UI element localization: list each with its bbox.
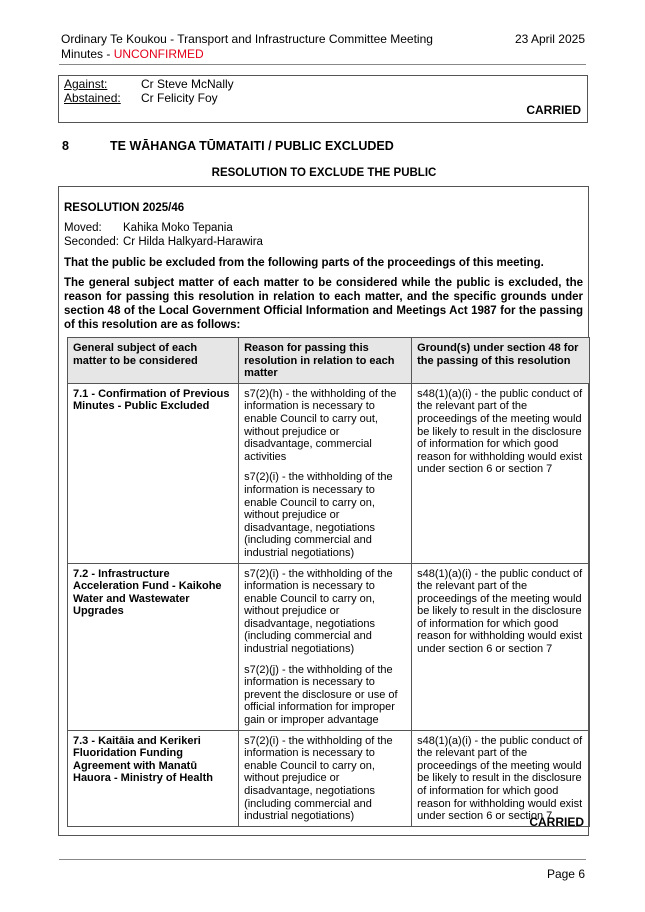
unconfirmed-status: UNCONFIRMED [113, 47, 204, 61]
row-grounds: s48(1)(a)(i) - the public conduct of the relevant part of the proceedings of the meeting would be likely to result in the disclosure of information for which good reason for withholding would exist under section 6 or section 7 [412, 383, 590, 563]
against-label: Against: [64, 77, 108, 91]
against-value: Cr Steve McNally [141, 77, 234, 91]
header-divider [59, 64, 586, 65]
resolution-paragraph-2: The general subject matter of each matter to be considered while the public is excluded, the reason for passing this resolution in relation to each matter, and the specific grounds under section 48 of the Local Government Official Information and Meetings Act 1987 for the passing of this resolution are as follows: [64, 277, 583, 331]
table-row [68, 563, 590, 730]
section-number: 8 [62, 139, 69, 153]
table-row [68, 383, 590, 563]
resolution-box [58, 186, 589, 836]
row-reason: s7(2)(j) - the withholding of the information is necessary to prevent the disclosure or use of official information for improper gain or improper advantage [244, 663, 398, 727]
row-grounds: s48(1)(a)(i) - the public conduct of the relevant part of the proceedings of the meeting would be likely to result in the disclosure of information for which good reason for withholding would exist under section 6 or section 7 [412, 730, 590, 826]
row-subject: 7.3 - Kaitāia and Kerikeri Fluoridation Funding Agreement with Manatū Hauora - Ministry of Health [68, 730, 239, 826]
row-subject: 7.1 - Confirmation of Previous Minutes - Public Excluded [68, 383, 239, 563]
abstained-label: Abstained: [64, 91, 121, 105]
resolution-result: CARRIED [529, 815, 584, 829]
row-reason: s7(2)(i) - the withholding of the information is necessary to enable Council to carry on, without prejudice or disadvantage, negotiations (including commercial and industrial negotiations) [244, 471, 393, 559]
vote-abstained-row [64, 91, 218, 105]
vote-against-row [64, 77, 234, 91]
row-reasons [239, 563, 412, 730]
header-minutes-prefix: Minutes - [61, 47, 114, 61]
header-title-line1: Ordinary Te Koukou - Transport and Infrastructure Committee Meeting [61, 32, 433, 46]
footer-divider [59, 859, 586, 860]
seconded-label: Seconded: [64, 236, 119, 248]
row-grounds: s48(1)(a)(i) - the public conduct of the relevant part of the proceedings of the meeting would be likely to result in the disclosure of information for which good reason for withholding would exist under section 6 or section 7 [412, 563, 590, 730]
table-row [68, 730, 590, 826]
moved-row [64, 222, 233, 234]
page-header-title [61, 32, 461, 62]
table-header-reason: Reason for passing this resolution in relation to each matter [239, 338, 412, 384]
section-title: TE WĀHANGA TŪMATAITI / PUBLIC EXCLUDED [110, 139, 394, 153]
table-header-subject: General subject of each matter to be considered [68, 338, 239, 384]
previous-vote-box [58, 75, 588, 123]
row-reason: s7(2)(h) - the withholding of the information is necessary to enable Council to carry out, without prejudice or disadvantage, commercial activities [244, 387, 397, 463]
seconded-row [64, 236, 263, 248]
header-title-line2 [61, 47, 461, 62]
moved-label: Moved: [64, 222, 102, 234]
seconded-value: Cr Hilda Halkyard-Harawira [123, 236, 263, 248]
previous-vote-result: CARRIED [526, 103, 581, 117]
resolution-id: RESOLUTION 2025/46 [64, 202, 185, 214]
table-header-grounds: Ground(s) under section 48 for the passing of this resolution [412, 338, 590, 384]
meeting-date: 23 April 2025 [514, 32, 585, 46]
table-header-row [68, 338, 590, 384]
exclusion-grounds-table [67, 337, 590, 827]
row-reasons [239, 383, 412, 563]
page-number: Page 6 [546, 867, 585, 881]
abstained-value: Cr Felicity Foy [141, 91, 218, 105]
resolution-paragraph-1: That the public be excluded from the following parts of the proceedings of this meeting. [64, 257, 544, 269]
section-subtitle: RESOLUTION TO EXCLUDE THE PUBLIC [211, 167, 437, 179]
moved-value: Kahika Moko Tepania [123, 222, 233, 234]
row-reason: s7(2)(i) - the withholding of the information is necessary to enable Council to carry on, without prejudice or disadvantage, negotiations (including commercial and industrial negotiations) [244, 734, 393, 823]
row-reason: s7(2)(i) - the withholding of the information is necessary to enable Council to carry on, without prejudice or disadvantage, negotiations (including commercial and industrial negotiations) [244, 567, 393, 656]
row-reasons [239, 730, 412, 826]
row-subject: 7.2 - Infrastructure Acceleration Fund - Kaikohe Water and Wastewater Upgrades [68, 563, 239, 730]
